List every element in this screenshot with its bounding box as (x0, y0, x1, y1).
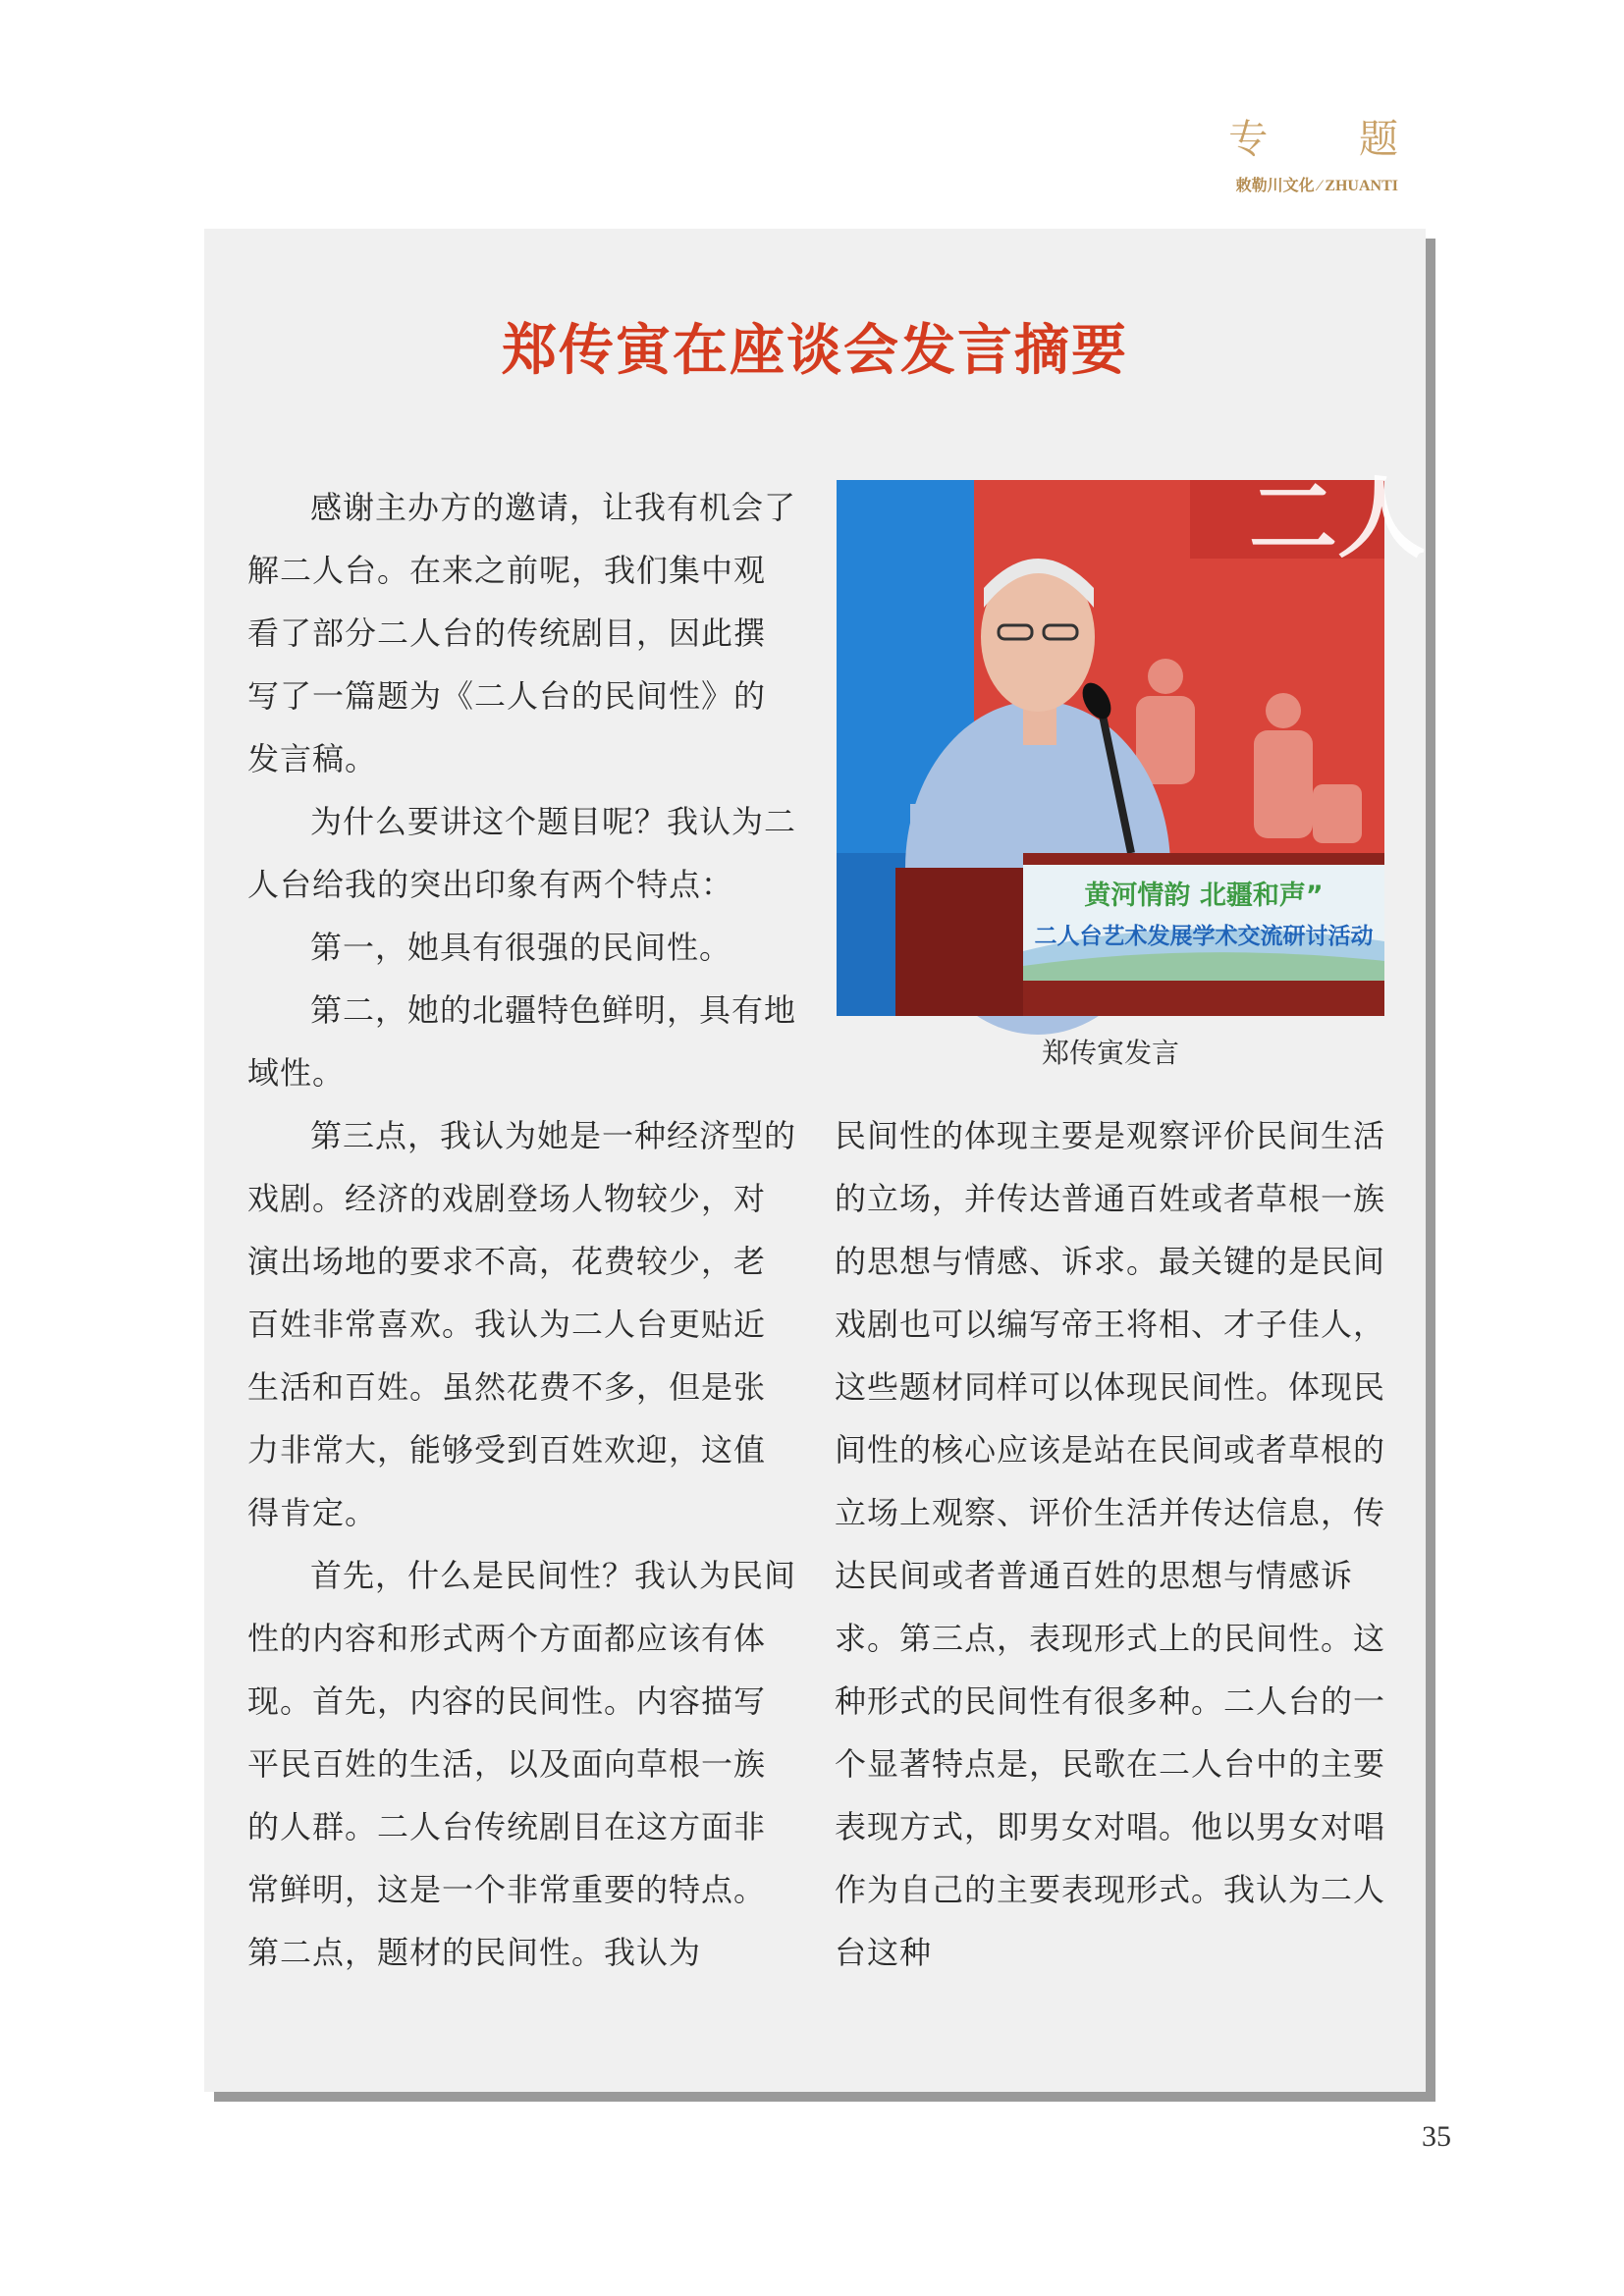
section-name: 专 题 (1228, 117, 1437, 162)
paragraph: 为什么要讲这个题目呢？我认为二人台给我的突出印象有两个特点： (247, 803, 797, 903)
section-header (1228, 116, 1437, 195)
section-subtitle: 敕勒川文化 ∕ ZHUANTI (1235, 178, 1398, 194)
paragraph: 第三点，我认为她是一种经济型的戏剧。经济的戏剧登场人物较少，对演出场地的要求不高，花费较少，老百姓非常喜欢。我认为二人台更贴近生活和百姓。虽然花费不多，但是张力非常大，能够受到百姓欢迎，这值得肯定。 (247, 1117, 797, 1531)
paragraph: 感谢主办方的邀请，让我有机会了解二人台。在来之前呢，我们集中观看了部分二人台的传统剧目，因此撰写了一篇题为《二人台的民间性》的发言稿。 (247, 489, 797, 777)
article-panel (204, 229, 1426, 2092)
banner-line-2: 二人台艺术发展学术交流研讨活动 (1034, 924, 1374, 949)
paragraph: 第一，她具有很强的民间性。 (310, 929, 732, 966)
speaker-photo (837, 467, 1426, 1016)
right-column (835, 1104, 1390, 1984)
paragraph: 第二，她的北疆特色鲜明，具有地域性。 (247, 991, 797, 1092)
paragraph: 首先，什么是民间性？我认为民间性的内容和形式两个方面都应该有体现。首先，内容的民间性。内容描写平民百姓的生活，以及面向草根一族的人群。二人台传统剧目在这方面非常鲜明，这是一个非常重要的特点。第二点，题材的民间性。我认为 (247, 1557, 797, 1971)
banner-line-1: 黄河情韵 北疆和声” (1084, 881, 1324, 911)
speaker-photo-illustration (837, 467, 1426, 1016)
paragraph: 民间性的体现主要是观察评价民间生活的立场，并传达普通百姓或者草根一族的思想与情感、诉求。最关键的是民间戏剧也可以编写帝王将相、才子佳人，这些题材同样可以体现民间性。体现民间性的核心应该是站在民间或者草根的立场上观察、评价生活并传达信息，传达民间或者普通百姓的思想与情感诉求。第三点，表现形式上的民间性。这种形式的民间性有很多种。二人台的一个显著特点是，民歌在二人台中的主要表现方式，即男女对唱。他以男女对唱作为自己的主要表现形式。我认为二人台这种 (835, 1117, 1386, 1971)
photo-caption: 郑传寅发言 (1041, 1037, 1179, 1069)
page-number: 35 (1422, 2120, 1451, 2153)
backdrop-text: 二人 (1249, 467, 1426, 570)
article-title: 郑传寅在座谈会发言摘要 (502, 319, 1128, 383)
left-column (247, 476, 797, 1984)
